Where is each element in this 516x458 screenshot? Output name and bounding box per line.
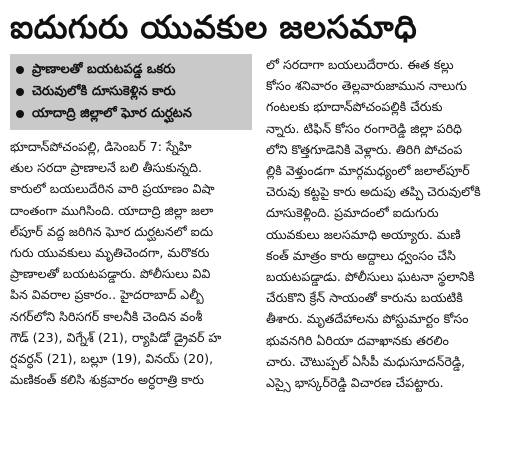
text-line: చేరుకొని క్రేన్ సాయంతో కారును బయటికి: [266, 290, 463, 306]
headline: ఐదుగురు యువకుల జలసమాధి: [10, 8, 418, 46]
text-line: యువకులు జలసమాధి అయ్యారు. మణి: [266, 226, 461, 242]
text-line: గౌడ్ (23), విగ్నేశ్ (21), ర్యాపిడో డ్రైవర్ హ: [10, 329, 222, 345]
right-body-text: [266, 54, 508, 393]
text-line: కంత్ మాత్రం కారు అద్దాలు ధ్వంసం చేసి: [266, 247, 456, 263]
text-line: ఎస్సై భాస్కర్‌రెడ్డి విచారణ చేపట్టారు.: [266, 375, 444, 391]
text-line: పిన వివరాల ప్రకారం.. హైదరాబాద్ ఎల్బీ: [10, 287, 204, 303]
text-line: కారులో బయలుదేరిన వారి ప్రయాణం విషా: [10, 181, 215, 197]
text-line: ల్‌పూర్ వద్ద జరిగిన ఘోర దుర్ఘటనలో ఐదు: [10, 223, 214, 239]
paragraph: [266, 54, 508, 393]
bullet-icon: [16, 110, 24, 118]
paragraph: [10, 136, 252, 390]
left-column: [10, 54, 252, 393]
highlight-item: [16, 81, 246, 103]
highlight-text: ప్రాణాలతో బయటపడ్డ ఒకరు: [32, 62, 176, 77]
left-body-text: [10, 136, 252, 390]
highlight-item: [16, 59, 246, 81]
article-columns: [10, 54, 508, 393]
text-line: చెరువు కట్టపై కారు అదుపు తప్పి చెరువులోకి: [266, 184, 481, 200]
highlights-box: [10, 54, 252, 130]
text-line: లోని కొత్తగూడెనికి వెళ్లారు. తిరిగి పోచంప: [266, 141, 463, 157]
text-line: తుల సరదా ప్రాణాలనే బలి తీసుకున్నది.: [10, 160, 203, 176]
text-line: తీశారు. మృతదేహాలను పోస్టుమార్టం కోసం: [266, 311, 469, 327]
text-line: గంటలకు భూదాన్‌పోచంపల్లికి చేరుకు: [266, 99, 443, 115]
bullet-icon: [16, 66, 24, 74]
text-line: ల్లికి వెళ్తుండగా మార్గమధ్యంలో జలాల్‌పూర్: [266, 163, 470, 179]
bullet-icon: [16, 88, 24, 96]
text-line: ప్రాణాలతో బయటపడ్డారు. పోలీసులు వివి: [10, 266, 211, 282]
text-line: కోసం శనివారం తెల్లవారుజామున నాలుగు: [266, 78, 467, 94]
text-line: భూదాన్‌పోచంపల్లి, డిసెంబర్ 7: స్నేహి: [10, 139, 192, 154]
text-line: లో సరదాగా బయలుదేరారు. ఈత కల్లు: [266, 57, 454, 72]
right-column: [266, 54, 508, 393]
text-line: గురు యువకులు మృతిచెందగా, మరొకరు: [10, 245, 210, 261]
text-line: భువనగిరి ఏరియా దవాఖానకు తరలిం: [266, 332, 449, 348]
text-line: దూసుకెళ్లింది. ప్రమాదంలో ఐదుగురు: [266, 205, 439, 221]
highlight-item: [16, 103, 246, 125]
text-line: బయటపడ్డాడు. పోలీసులు ఘటనా స్థలానికి: [266, 269, 475, 285]
text-line: ర్షవర్ధన్ (21), బల్లూ (19), వినయ్ (20),: [10, 351, 214, 367]
text-line: మణికంత్ కలిసి శుక్రవారం అర్ధరాత్రి కారు: [10, 372, 204, 388]
text-line: నగర్‌లోని సిరిసగర్ కాలనీకి చెందిన వంశీ: [10, 308, 203, 324]
text-line: న్నారు. టిఫిన్ కోసం రంగారెడ్డి జిల్లా పరిధి: [266, 120, 462, 136]
text-line: దాంతంగా ముగిసింది. యాదాద్రి జిల్లా జలా: [10, 202, 214, 218]
text-line: చారు. చౌటుప్పల్ ఏసీపీ మధుసూదన్‌రెడ్డి,: [266, 353, 466, 369]
highlight-text: చెరువులోకి దూసుకెళ్లిన కారు: [32, 84, 176, 99]
highlight-text: యాదాద్రి జిల్లాలో ఘోర దుర్ఘటన: [32, 106, 192, 121]
